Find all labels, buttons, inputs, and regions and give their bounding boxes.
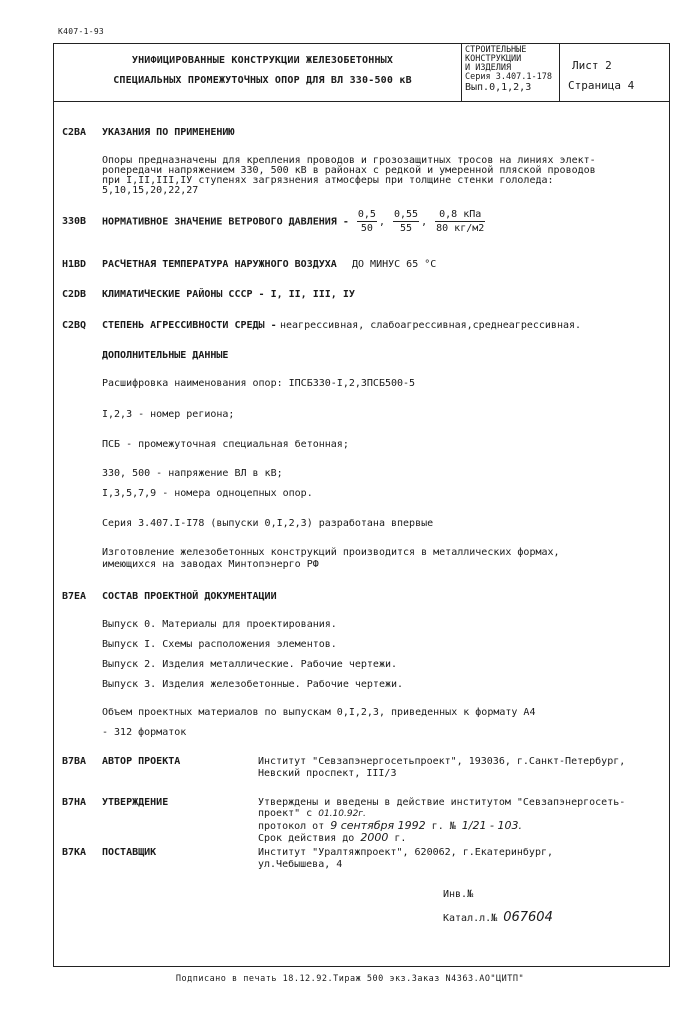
additional-line: Расшифровка наименования опор: IПСБ330-I,2,3ПСБ500-5 — [102, 378, 416, 389]
supplier-line: ул.Чебышева, 4 — [258, 859, 343, 870]
fraction-numerator: 0,5 — [357, 209, 376, 220]
header-title-line2: СПЕЦИАЛЬНЫХ ПРОМЕЖУТОЧНЫХ ОПОР ДЛЯ ВЛ 330-500 кВ — [113, 75, 412, 86]
section-code: В7ЕА — [62, 591, 87, 602]
section-title-author: АВТОР ПРОЕКТА — [102, 756, 181, 767]
handwritten-protocol-number: 1/21 - 103. — [461, 819, 522, 832]
fraction-denominator: 50 — [360, 223, 373, 234]
series-line: Вып.0,1,2,3 — [465, 82, 532, 93]
approval-line: Утверждены и введены в действие институтом "Севзапэнергосеть- — [258, 797, 626, 808]
section-code: 330В — [62, 216, 87, 227]
section-code: В7НА — [62, 797, 87, 808]
temperature-value: ДО МИНУС 65 °С — [352, 259, 437, 270]
additional-line: 330, 500 - напряжение ВЛ в кВ; — [102, 468, 283, 479]
approval-text: г. — [388, 833, 407, 844]
additional-line: ПСБ - промежуточная специальная бетонная; — [102, 439, 349, 450]
section-title-supplier: ПОСТАВЩИК — [102, 847, 157, 858]
manufacture-line: имеющихся на заводах Минтопэнерго РФ — [102, 559, 319, 570]
section-title-climate: КЛИМАТИЧЕСКИЕ РАЙОНЫ СССР - I, II, III, IУ — [102, 289, 355, 300]
print-footer: Подписано в печать 18.12.92.Тираж 500 экз.Заказ N4363.АО"ЦИТП" — [175, 974, 525, 984]
fraction-numerator: 0,55 — [393, 209, 419, 220]
catalog-row — [443, 910, 553, 925]
section-title-usage: УКАЗАНИЯ ПО ПРИМЕНЕНИЮ — [102, 127, 235, 138]
section-title-composition: СОСТАВ ПРОЕКТНОЙ ДОКУМЕНТАЦИИ — [102, 591, 277, 602]
composition-item: Выпуск I. Схемы расположения элементов. — [102, 639, 337, 650]
paragraph-line: при I,II,III,IУ ступенях загрязнения атмосферы при толщине стенки гололеда: — [102, 175, 554, 186]
paragraph-line: 5,10,15,20,22,27 — [102, 185, 199, 196]
section-title-approval: УТВЕРЖДЕНИЕ — [102, 797, 169, 808]
author-line: Невский проспект, III/3 — [258, 768, 397, 779]
wind-pressure-row: НОРМАТИВНОЕ ЗНАЧЕНИЕ ВЕТРОВОГО ДАВЛЕНИЯ - $\frac{0,5}{50}$ , $\frac{0,55}{55}$ , $\frac{\text{0,8 кПа}}{80 кг/м2}$ — [102, 209, 485, 234]
paragraph-line: Опоры предназначены для крепления проводов и грозозащитных тросов на линиях элект- — [102, 155, 596, 166]
header-divider-vertical — [559, 43, 560, 102]
author-line: Институт "Севзапэнергосетьпроект", 193036, г.Санкт-Петербург, — [258, 756, 626, 767]
series-line: Серия 3.407.1-178 — [465, 72, 552, 82]
composition-item: Выпуск 0. Материалы для проектирования. — [102, 619, 337, 630]
section-title-aggressiveness: СТЕПЕНЬ АГРЕССИВНОСТИ СРЕДЫ - — [102, 320, 277, 331]
volume-line: - 312 форматок — [102, 727, 187, 738]
header-divider-vertical — [461, 43, 462, 102]
fraction-denominator: 80 кг/м2 — [436, 223, 485, 234]
approval-text: протокол от — [258, 821, 331, 832]
corner-code: К407-1-93 — [58, 27, 105, 36]
catalog-number: 067604 — [503, 910, 553, 925]
paragraph-line: ропередачи напряжением 330, 500 кВ в районах с редкой и умеренной пляской проводов — [102, 165, 596, 176]
usage-paragraph — [102, 156, 602, 196]
approval-line — [258, 808, 366, 819]
section-code: С2DВ — [62, 289, 87, 300]
additional-line: Серия 3.407.I-I78 (выпуски 0,I,2,3) разработана впервые — [102, 518, 434, 529]
section-code: В7КА — [62, 847, 87, 858]
additional-line: I,2,3 - номер региона; — [102, 409, 235, 420]
inventory-label: Инв.№ — [443, 889, 474, 900]
approval-line — [258, 831, 406, 844]
section-title-wind: НОРМАТИВНОЕ ЗНАЧЕНИЕ ВЕТРОВОГО ДАВЛЕНИЯ - — [102, 216, 349, 228]
section-title-temperature: РАСЧЕТНАЯ ТЕМПЕРАТУРА НАРУЖНОГО ВОЗДУХА — [102, 259, 337, 270]
header-divider — [53, 101, 670, 102]
handwritten-date: 9 сентября 1992 — [330, 819, 426, 832]
catalog-label: Катал.л.№ — [443, 913, 498, 924]
manufacture-line: Изготовление железобетонных конструкций производится в металлических формах, — [102, 547, 560, 558]
approval-text: г. № — [425, 821, 462, 832]
fraction-numerator: 0,8 кПа — [435, 208, 485, 222]
approval-text: проект" с — [258, 808, 319, 819]
sheet-number: Лист 2 — [572, 59, 612, 72]
page-number: Страница 4 — [568, 79, 635, 92]
section-title-additional: ДОПОЛНИТЕЛЬНЫЕ ДАННЫЕ — [102, 350, 229, 361]
section-code: С2ВQ — [62, 320, 87, 331]
section-code: С2ВА — [62, 127, 87, 138]
series-line: КОНСТРУКЦИИ — [465, 54, 522, 64]
series-block — [465, 46, 557, 94]
handwritten-year: 2000 — [360, 831, 389, 844]
section-code: Н1ВD — [62, 259, 87, 270]
volume-line: Объем проектных материалов по выпускам 0,I,2,3, приведенных к формату А4 — [102, 707, 536, 718]
section-code: В7ВА — [62, 756, 87, 767]
composition-item: Выпуск 2. Изделия металлические. Рабочие чертежи. — [102, 659, 398, 670]
additional-line: I,3,5,7,9 - номера одноцепных опор. — [102, 488, 313, 499]
header-title-line1: УНИФИЦИРОВАННЫЕ КОНСТРУКЦИИ ЖЕЛЕЗОБЕТОННЫХ — [131, 55, 394, 66]
wind-fraction — [393, 208, 419, 235]
series-line: И ИЗДЕЛИЯ — [465, 63, 512, 73]
wind-fraction — [357, 208, 377, 235]
series-line: СТРОИТЕЛЬНЫЕ — [465, 45, 527, 55]
composition-item: Выпуск 3. Изделия железобетонные. Рабочие чертежи. — [102, 679, 404, 690]
approval-text: Срок действия до — [258, 833, 361, 844]
supplier-line: Институт "Уралтяжпроект", 620062, г.Екатеринбург, — [258, 847, 554, 858]
wind-fraction — [435, 208, 485, 235]
aggressiveness-value: неагрессивная, слабоагрессивная,среднеагрессивная. — [280, 320, 582, 331]
fraction-denominator: 55 — [400, 223, 413, 234]
handwritten-date: 01.10.92г. — [318, 809, 366, 819]
